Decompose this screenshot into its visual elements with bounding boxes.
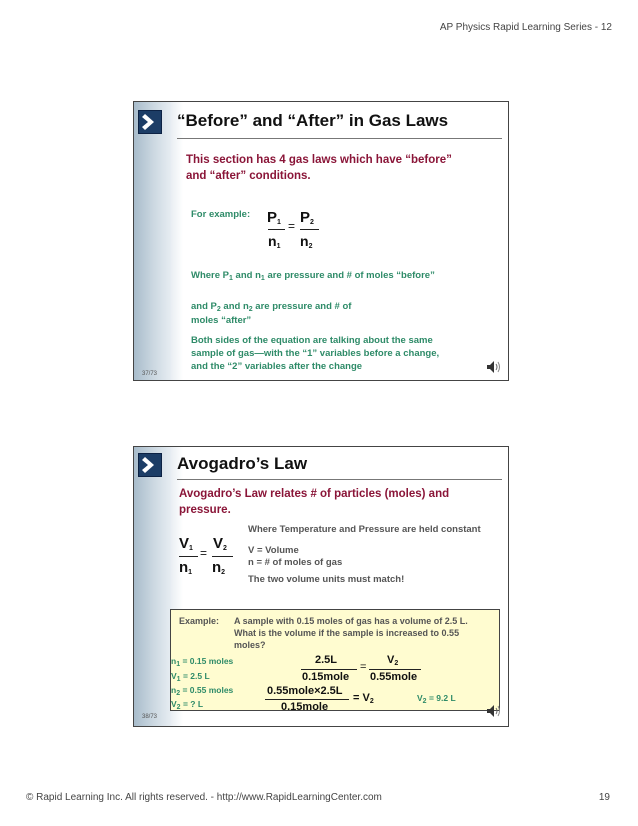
problem-line-3: moles? <box>234 640 266 650</box>
example-label: Example: <box>179 616 220 626</box>
eq-v1: $V_1$ <box>179 535 193 552</box>
eq-v2: $V_2$ <box>213 535 227 552</box>
calc2-num: 0.55mole×2.5L <box>267 685 343 697</box>
intro-line-2: and “after” conditions. <box>186 170 311 182</box>
eq-n2: $n_2$ <box>212 559 226 576</box>
def-moles: n = # of moles of gas <box>248 557 343 568</box>
header-series: AP Physics Rapid Learning Series - 12 <box>439 22 612 33</box>
speaker-icon[interactable] <box>486 703 502 719</box>
calc1-equals: = <box>360 661 367 673</box>
slide-number: 38/73 <box>142 714 158 720</box>
given-n2: $n_2 = 0.55$ moles <box>171 685 234 697</box>
eq-p1: $P_1$ <box>267 209 281 226</box>
slide-title: “Before” and “After” in Gas Laws <box>177 111 449 130</box>
eq-n1: $n_1$ <box>179 559 193 576</box>
arrow-right-icon <box>138 110 162 134</box>
both-line-3: and the “2” variables after the change <box>191 361 363 372</box>
both-line-1: Both sides of the equation are talking about the same <box>191 335 433 346</box>
held-constant: Where Temperature and Pressure are held constant <box>248 524 481 535</box>
problem-line-2: What is the volume if the sample is increased to 0.55 <box>234 628 460 638</box>
example-label: For example: <box>191 209 251 220</box>
where-after: and $P_2$ and $n_2$ are pressure and # of <box>191 301 352 313</box>
footer-page-number: 19 <box>598 792 610 803</box>
slide-sidebar <box>134 102 171 380</box>
eq-equals: = <box>200 546 208 560</box>
calc1-num-right: $V_2$ <box>387 654 399 667</box>
eq-equals: = <box>288 219 296 233</box>
title-divider <box>177 479 502 480</box>
given-n1: $n_1 = 0.15$ moles <box>171 656 234 668</box>
given-v1: $V_1 = 2.5$ L <box>171 671 210 683</box>
eq-p2: $P_2$ <box>300 209 314 226</box>
eq-n2: $n_2$ <box>300 233 313 250</box>
title-divider <box>177 138 502 139</box>
slide-37 <box>133 101 509 381</box>
given-v2: $V_2$ = ? L <box>171 699 204 711</box>
calc1-den-right: 0.55mole <box>370 671 418 683</box>
calc2-rhs: = $V_2$ <box>353 692 374 705</box>
footer-copyright: © Rapid Learning Inc. All rights reserved. - http://www.RapidLearningCenter.com <box>26 792 382 803</box>
calc2-den: 0.15mole <box>281 701 329 713</box>
where-before: Where $P_1$ and $n_1$ are pressure and # of moles “before” <box>191 270 435 282</box>
intro-line-2: pressure. <box>179 504 231 516</box>
def-volume: V = Volume <box>248 545 299 556</box>
eq-n1: $n_1$ <box>268 233 281 250</box>
both-line-2: sample of gas—with the “1” variables before a change, <box>191 348 440 359</box>
where-after-2: moles “after” <box>191 315 252 326</box>
problem-line-1: A sample with 0.15 moles of gas has a volume of 2.5 L. <box>234 616 468 626</box>
answer: $V_2 = 9.2$ L <box>417 693 456 705</box>
slide-sidebar <box>134 447 171 726</box>
intro-line-1: This section has 4 gas laws which have “before” <box>186 154 452 166</box>
slide-38 <box>133 446 509 727</box>
units-must-match: The two volume units must match! <box>248 574 405 585</box>
calc1-den-left: 0.15mole <box>302 671 350 683</box>
calc1-num-left: 2.5L <box>315 654 338 666</box>
speaker-icon[interactable] <box>486 359 502 375</box>
intro-line-1: Avogadro’s Law relates # of particles (moles) and <box>179 488 450 500</box>
arrow-right-icon <box>138 453 162 477</box>
slide-title: Avogadro’s Law <box>177 454 308 473</box>
slide-number: 37/73 <box>142 371 158 377</box>
